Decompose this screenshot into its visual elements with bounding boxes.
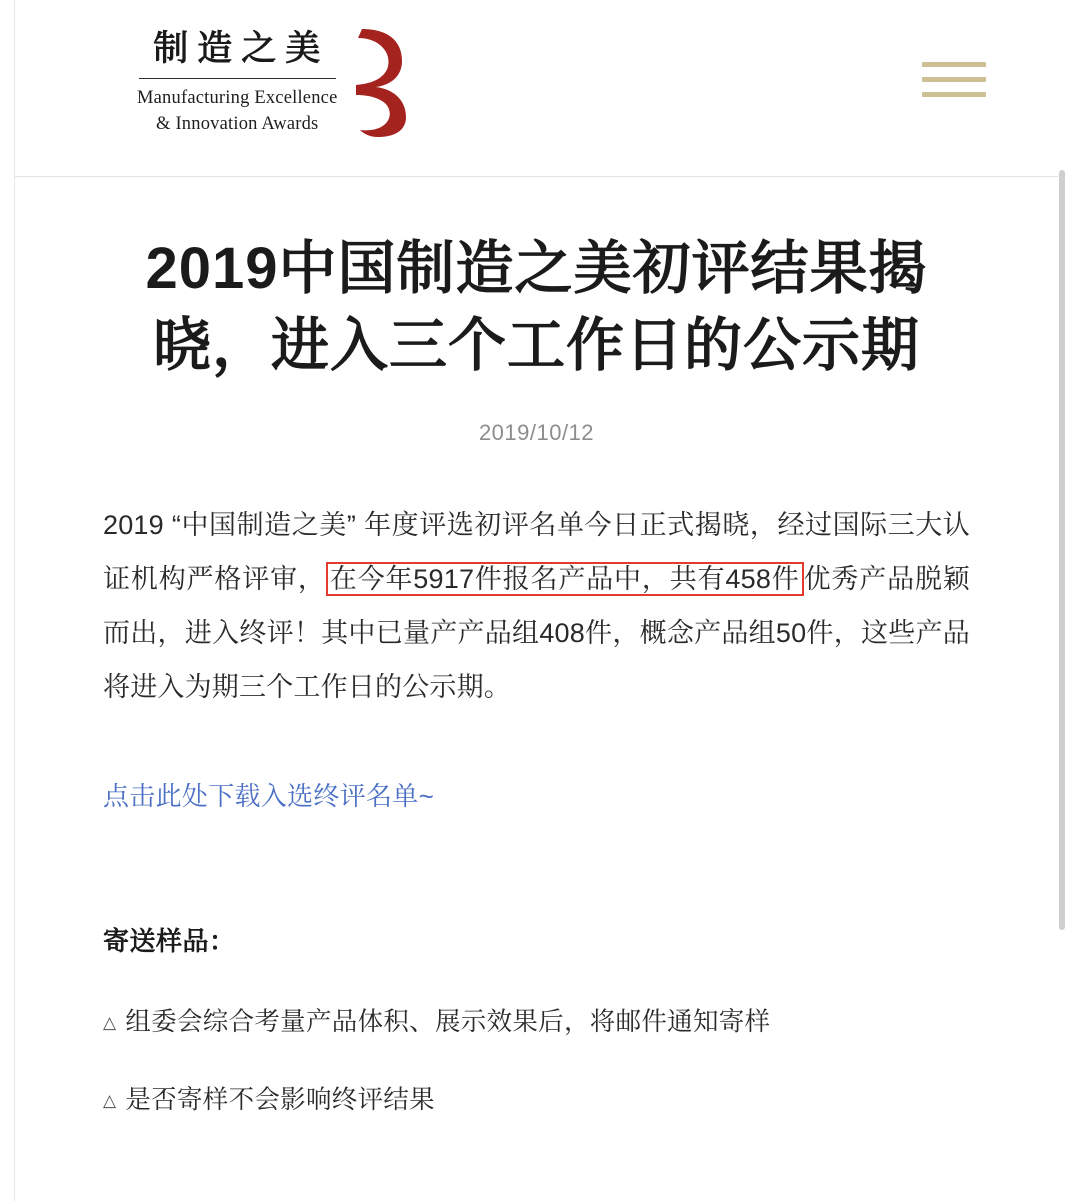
page-title: 2019中国制造之美初评结果揭晓，进入三个工作日的公示期 <box>145 236 928 378</box>
download-list-link[interactable]: 点击此处下载入选终评名单~ <box>103 781 435 812</box>
logo-english-line-2: & Innovation Awards <box>156 114 319 135</box>
paragraph-part-2: 优秀产品脱颖而出，进入终评！其中已量产产品组408件，概念产品组50件，这些产品将进入为期三个工作日的公示期。 <box>103 564 970 703</box>
triangle-bullet-icon: △ <box>103 1091 117 1111</box>
list-item-label: 是否寄样不会影响终评结果 <box>125 1086 435 1115</box>
highlighted-statistic: 在今年5917件报名产品中，共有458件 <box>326 562 804 596</box>
menu-icon[interactable] <box>922 62 986 104</box>
menu-bar-2 <box>922 77 986 82</box>
seal-mark-icon <box>348 27 410 137</box>
page-right-edge <box>1065 0 1080 1201</box>
list-item <box>103 1002 970 1038</box>
site-header <box>15 0 1058 177</box>
site-logo[interactable] <box>137 27 410 137</box>
article <box>15 231 1058 1116</box>
sample-shipping-list <box>103 1002 970 1116</box>
page-left-edge <box>0 0 15 1201</box>
menu-bar-3 <box>922 92 986 97</box>
section-heading-sample-shipping: 寄送样品： <box>103 926 236 957</box>
triangle-bullet-icon: △ <box>103 1013 117 1033</box>
list-item <box>103 1080 970 1116</box>
page-content <box>15 0 1058 1201</box>
logo-text-block <box>137 27 344 137</box>
article-paragraph <box>103 498 970 714</box>
menu-bar-1 <box>922 62 986 67</box>
scrollbar-thumb[interactable] <box>1059 170 1065 930</box>
list-item-label: 组委会综合考量产品体积、展示效果后，将邮件通知寄样 <box>125 1008 771 1037</box>
vertical-scrollbar[interactable] <box>1058 0 1066 1201</box>
publish-date: 2019/10/12 <box>478 420 595 446</box>
logo-chinese-name: 制造之美 <box>153 29 330 68</box>
paragraph-part-1: 2019 “中国制造之美” 年度评选初评名单今日正式揭晓，经过国际三大认证机构严格评审， <box>103 510 970 595</box>
logo-divider <box>139 78 336 79</box>
logo-english-line-1: Manufacturing Excellence <box>137 87 338 108</box>
